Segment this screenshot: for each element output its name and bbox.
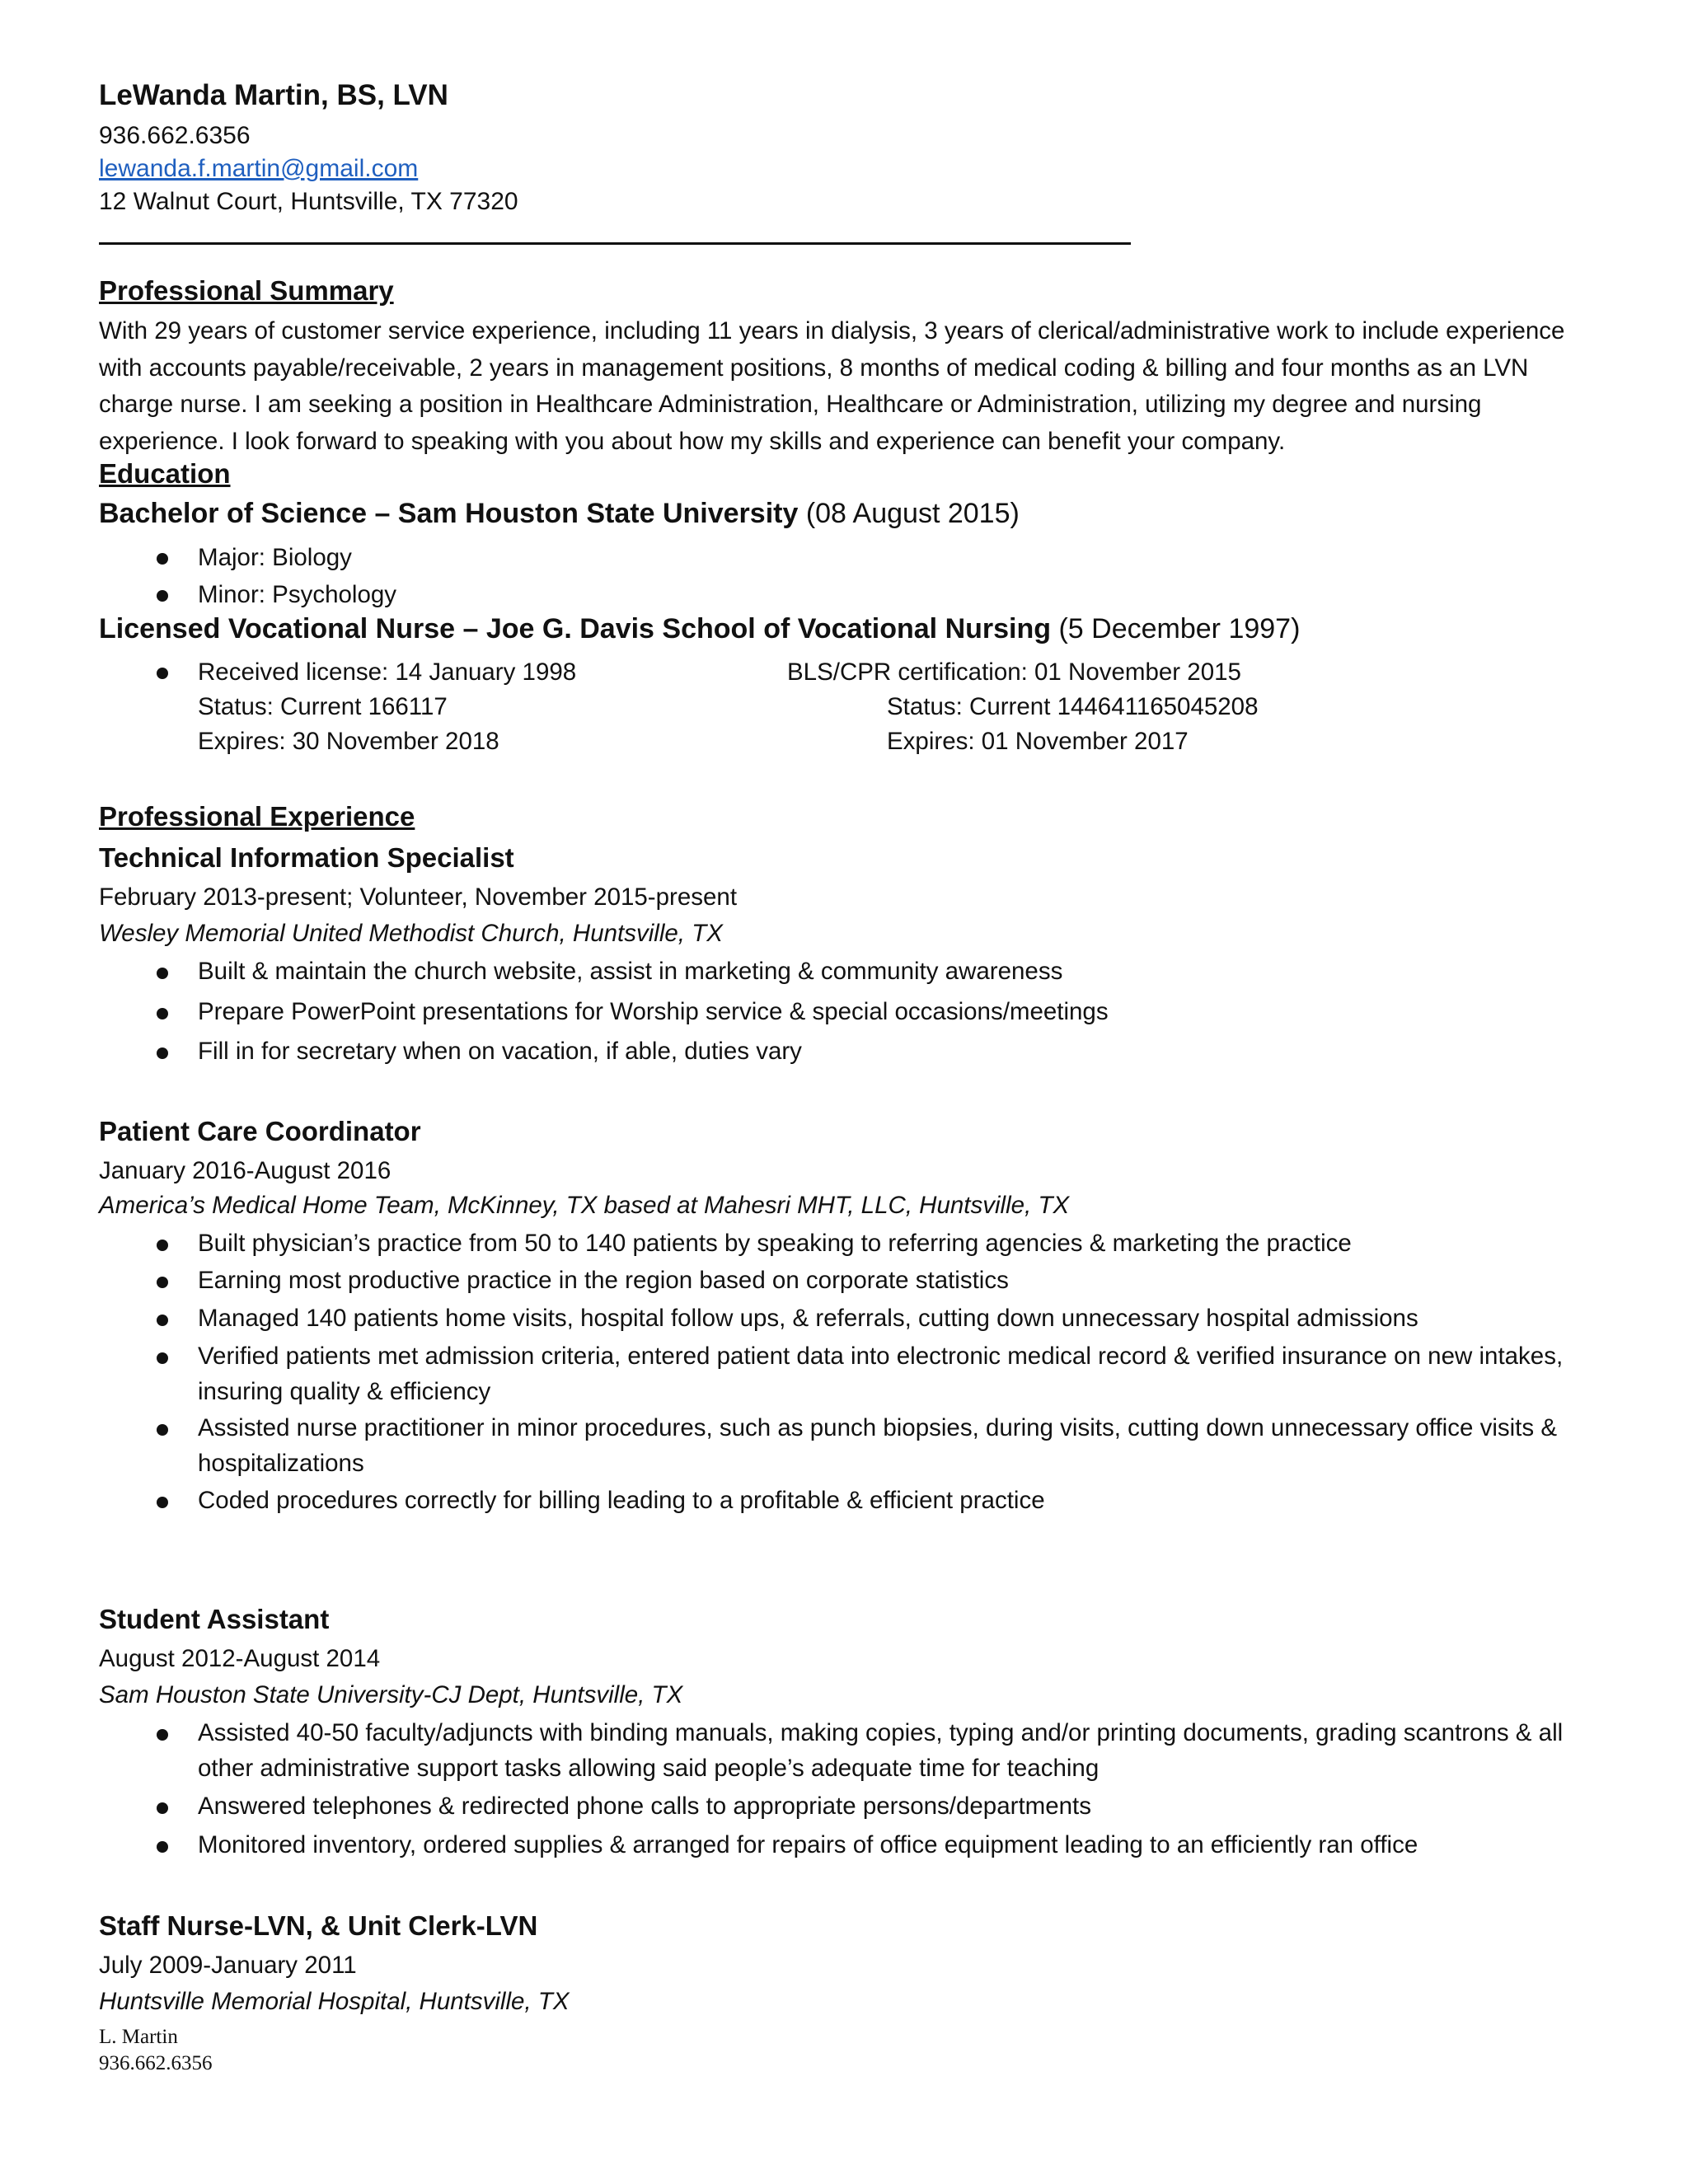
degree-lvn-date: (5 December 1997) bbox=[1058, 613, 1301, 644]
degree-bachelor-title: Bachelor of Science – Sam Houston State University bbox=[99, 498, 799, 529]
bullet-icon bbox=[157, 1841, 168, 1853]
license-expires: Expires: 30 November 2018 bbox=[198, 728, 499, 755]
bullet-icon bbox=[157, 1277, 168, 1288]
job-dates: January 2016-August 2016 bbox=[99, 1157, 392, 1184]
degree-bachelor bbox=[99, 498, 1020, 530]
job-bullet: Coded procedures correctly for billing leading to a profitable & efficient practice bbox=[198, 1487, 1045, 1514]
job-dates: August 2012-August 2014 bbox=[99, 1645, 381, 1672]
job-title: Technical Information Specialist bbox=[99, 842, 514, 873]
footer-name: L. Martin bbox=[99, 2026, 178, 2048]
bls-certification: BLS/CPR certification: 01 November 2015 bbox=[787, 658, 1241, 686]
experience-heading: Professional Experience bbox=[99, 801, 415, 832]
bls-expires: Expires: 01 November 2017 bbox=[887, 728, 1189, 755]
job-organization: Wesley Memorial United Methodist Church, Huntsville, TX bbox=[99, 920, 723, 947]
job-title: Student Assistant bbox=[99, 1604, 330, 1634]
job-bullet: Assisted 40-50 faculty/adjuncts with binding manuals, making copies, typing and/or printing documents, grading scantrons & all other administrative support tasks allowing said people’s adequate time for teaching bbox=[198, 1719, 1564, 1782]
candidate-name: LeWanda Martin, BS, LVN bbox=[99, 79, 448, 111]
job-bullet: Assisted nurse practitioner in minor procedures, such as punch biopsies, during visits, cutting down unnecessary office visits & hospitalizations bbox=[198, 1414, 1557, 1477]
job-bullet: Managed 140 patients home visits, hospital follow ups, & referrals, cutting down unnecessary hospital admissions bbox=[198, 1305, 1418, 1332]
bullet-icon bbox=[157, 553, 168, 565]
job-bullet: Built physician’s practice from 50 to 140 patients by speaking to referring agencies & marketing the practice bbox=[198, 1230, 1352, 1257]
job-dates: February 2013-present; Volunteer, November 2015-present bbox=[99, 883, 738, 911]
summary-text: With 29 years of customer service experience, including 11 years in dialysis, 3 years of clerical/administrative work to include experience with accounts payable/receivable, 2 years in management positions, 8 months of medical coding & billing and four months as an LVN charge nurse. I am seeking a position in Healthcare Administration, Healthcare or Administration, utilizing my degree and nursing experience. I look forward to speaking with you about how my skills and experience can benefit your company. bbox=[99, 317, 1565, 455]
job-bullet: Prepare PowerPoint presentations for Worship service & special occasions/meetings bbox=[198, 998, 1109, 1025]
email-link[interactable]: lewanda.f.martin@gmail.com bbox=[99, 155, 419, 182]
job-title: Patient Care Coordinator bbox=[99, 1116, 421, 1146]
bullet-icon bbox=[157, 1240, 168, 1251]
bullet-icon bbox=[157, 1352, 168, 1364]
job-bullet: Monitored inventory, ordered supplies & arranged for repairs of office equipment leading to an efficiently ran office bbox=[198, 1831, 1418, 1858]
bls-status: Status: Current 144641165045208 bbox=[887, 693, 1259, 720]
minor: Minor: Psychology bbox=[198, 581, 397, 608]
job-organization: America’s Medical Home Team, McKinney, TX based at Mahesri MHT, LLC, Huntsville, TX bbox=[99, 1192, 1070, 1219]
bullet-icon bbox=[157, 1729, 168, 1741]
footer-phone: 936.662.6356 bbox=[99, 2052, 213, 2074]
bullet-icon bbox=[157, 1497, 168, 1508]
education-heading: Education bbox=[99, 458, 231, 489]
address: 12 Walnut Court, Huntsville, TX 77320 bbox=[99, 188, 518, 215]
job-dates: July 2009-January 2011 bbox=[99, 1952, 357, 1979]
degree-bachelor-date: (08 August 2015) bbox=[805, 498, 1020, 529]
degree-lvn bbox=[99, 613, 1300, 645]
header-divider bbox=[99, 242, 1131, 245]
major: Major: Biology bbox=[198, 544, 352, 571]
phone-number: 936.662.6356 bbox=[99, 122, 251, 149]
bullet-icon bbox=[157, 1047, 168, 1059]
job-organization: Huntsville Memorial Hospital, Huntsville, TX bbox=[99, 1988, 570, 2015]
bullet-icon bbox=[157, 1802, 168, 1814]
job-bullet: Fill in for secretary when on vacation, if able, duties vary bbox=[198, 1038, 802, 1065]
bullet-icon bbox=[157, 1315, 168, 1326]
bullet-icon bbox=[157, 1008, 168, 1019]
job-bullet: Answered telephones & redirected phone calls to appropriate persons/departments bbox=[198, 1793, 1091, 1820]
license-status: Status: Current 166117 bbox=[198, 693, 448, 720]
job-bullet: Verified patients met admission criteria, entered patient data into electronic medical record & verified insurance on new intakes, insuring quality & efficiency bbox=[198, 1343, 1564, 1405]
bullet-icon bbox=[157, 590, 168, 602]
job-bullet: Built & maintain the church website, assist in marketing & community awareness bbox=[198, 958, 1063, 985]
license-received: Received license: 14 January 1998 bbox=[198, 658, 577, 686]
bullet-icon bbox=[157, 968, 168, 979]
job-bullet: Earning most productive practice in the region based on corporate statistics bbox=[198, 1267, 1009, 1294]
job-title: Staff Nurse-LVN, & Unit Clerk-LVN bbox=[99, 1910, 538, 1941]
bullet-icon bbox=[157, 1424, 168, 1436]
degree-lvn-title: Licensed Vocational Nurse – Joe G. Davis School of Vocational Nursing bbox=[99, 613, 1052, 644]
job-organization: Sam Houston State University-CJ Dept, Huntsville, TX bbox=[99, 1681, 683, 1708]
bullet-icon bbox=[157, 668, 168, 679]
summary-heading: Professional Summary bbox=[99, 275, 394, 306]
